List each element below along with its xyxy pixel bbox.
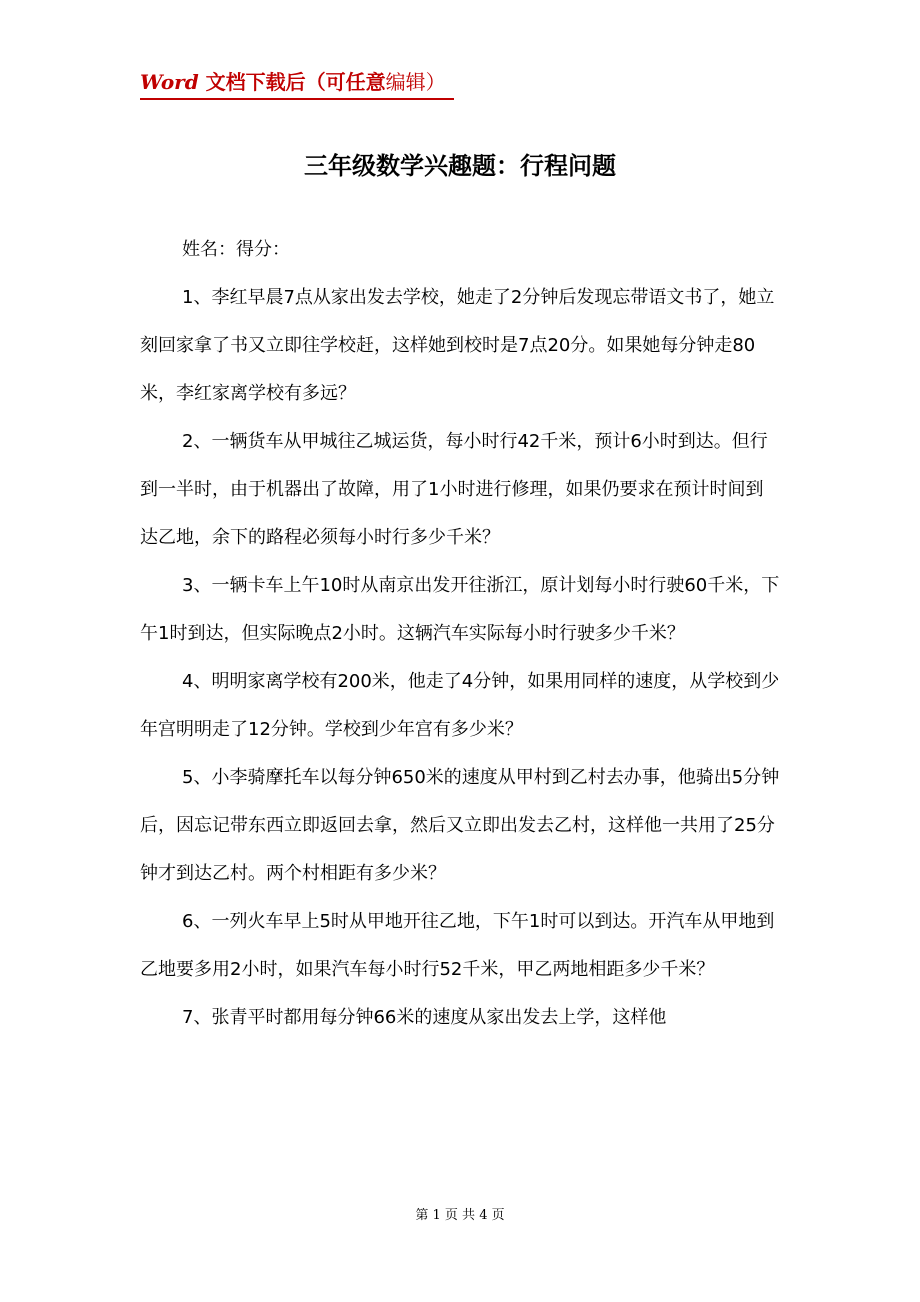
question-7: 7、张青平时都用每分钟66米的速度从家出发去上学，这样他 — [182, 1007, 667, 1028]
question-6: 6、一列火车早上5时从甲地开往乙地，下午1时可以到达。开汽车从甲地到乙地要多用2小时，如果汽车每小时行52千米，甲乙两地相距多少千米？ — [140, 911, 775, 980]
page-footer: 第 1 页 共 4 页 — [415, 1208, 505, 1223]
banner-main-text: 文档下载后（可任意 — [198, 70, 386, 94]
question-2: 2、一辆货车从甲城往乙城运货，每小时行42千米，预计6小时到达。但行到一半时，由于机器出了故障，用了1小时进行修理，如果仍要求在预计时间到达乙地，余下的路程必须每小时行多少千米？ — [140, 431, 768, 548]
document-body — [140, 226, 780, 1042]
banner-word: Word — [140, 70, 199, 94]
document-title: 三年级数学兴趣题：行程问题 — [304, 152, 616, 180]
question-4: 4、明明家离学校有200米，他走了4分钟，如果用同样的速度，从学校到少年宫明明走了12分钟。学校到少年宫有多少米？ — [140, 671, 780, 740]
question-5: 5、小李骑摩托车以每分钟650米的速度从甲村到乙村去办事，他骑出5分钟后，因忘记带东西立即返回去拿，然后又立即出发去乙村，这样他一共用了25分钟才到达乙村。两个村相距有多少米？ — [140, 767, 780, 884]
name-score-line: 姓名：得分： — [182, 239, 290, 260]
question-1: 1、李红早晨7点从家出发去学校，她走了2分钟后发现忘带语文书了，她立刻回家拿了书又立即往学校赶，这样她到校时是7点20分。如果她每分钟走80米，李红家离学校有多远？ — [140, 287, 775, 404]
question-3: 3、一辆卡车上午10时从南京出发开往浙江，原计划每小时行驶60千米，下午1时到达，但实际晚点2小时。这辆汽车实际每小时行驶多少千米？ — [140, 575, 780, 644]
download-banner — [140, 66, 454, 100]
banner-light-text: 编辑） — [385, 70, 446, 94]
